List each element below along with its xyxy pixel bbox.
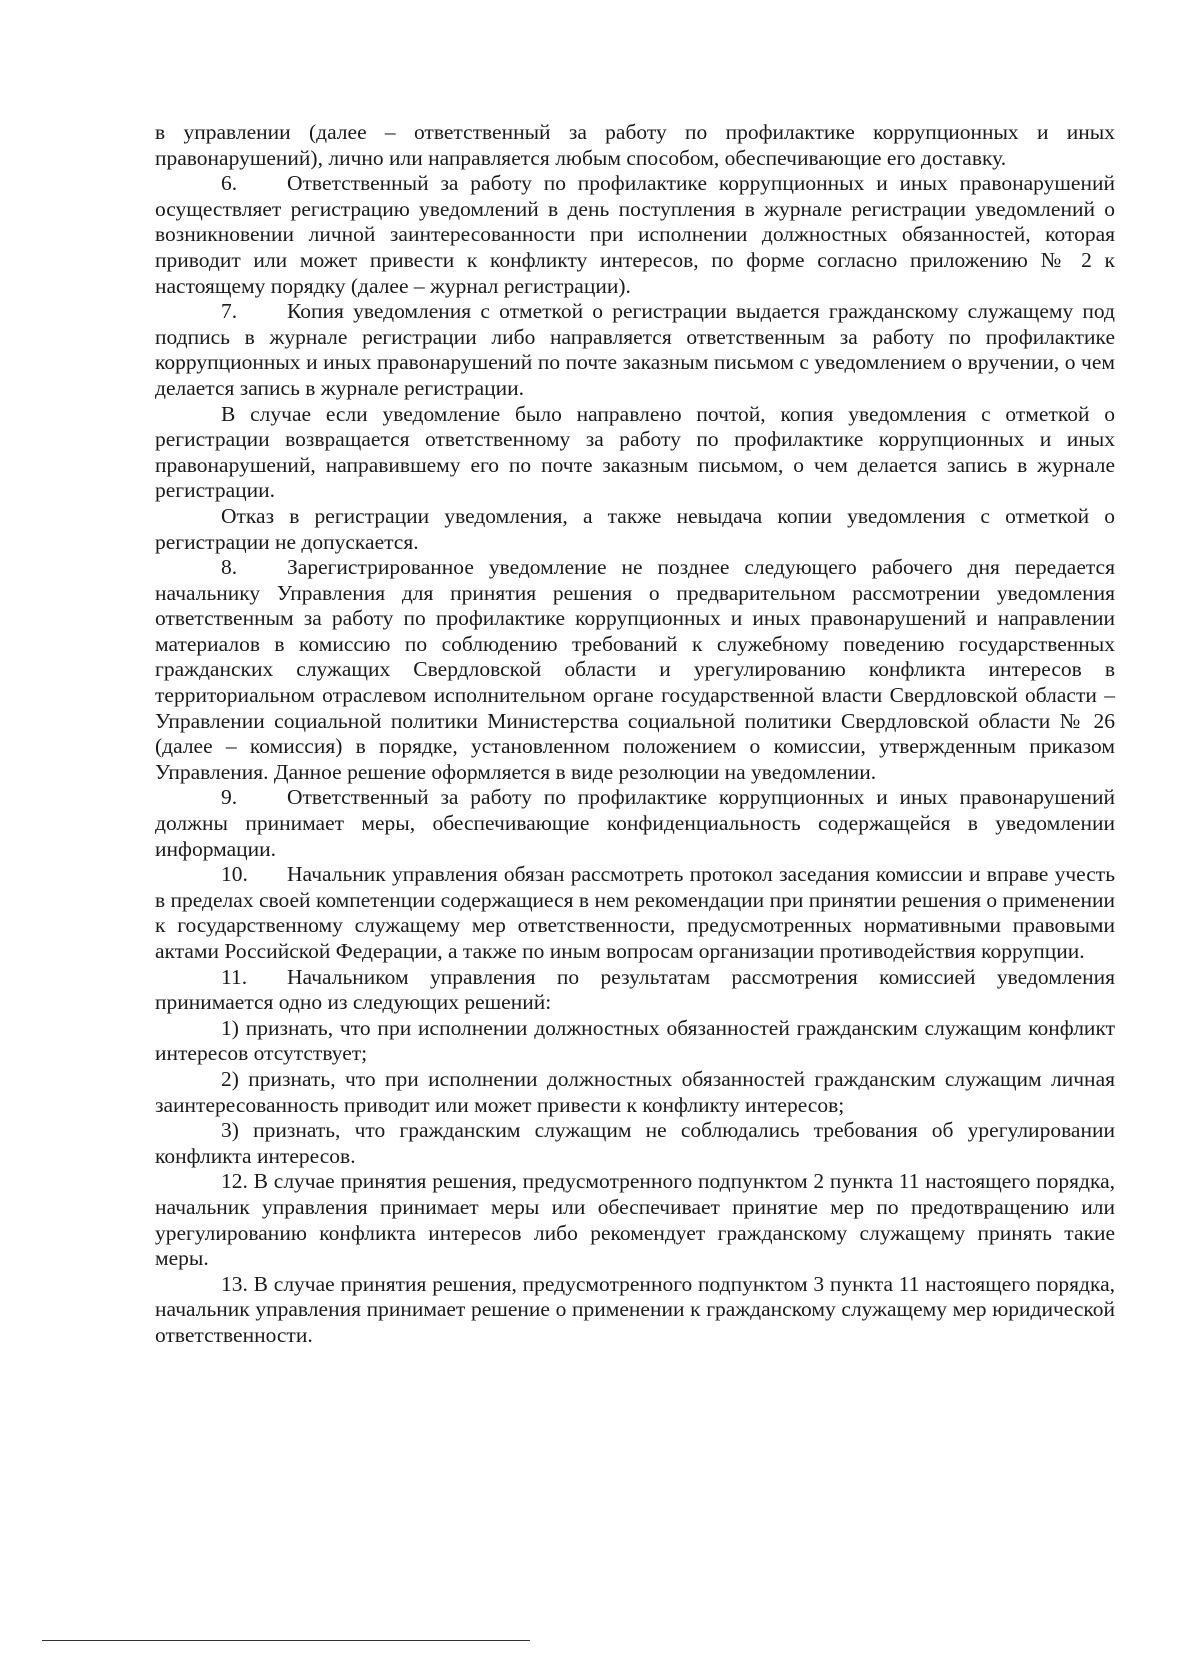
paragraph-7-refusal	[155, 504, 1115, 555]
paragraph-number: 10.	[221, 862, 248, 887]
paragraph-text: 1) признать, что при исполнении должностных обязанностей гражданским служащим конфликт интересов отсутствует;	[155, 1015, 1115, 1066]
paragraph-11-option-2	[155, 1067, 1115, 1118]
document-page	[155, 120, 1115, 1349]
footnote-separator-line	[42, 1640, 530, 1641]
paragraph-number: 7.	[221, 299, 238, 324]
paragraph-9	[155, 785, 1115, 862]
paragraph-10	[155, 862, 1115, 964]
paragraph-number: 8.	[221, 555, 238, 580]
paragraph-7	[155, 299, 1115, 401]
paragraph-11-option-1	[155, 1016, 1115, 1067]
paragraph-7-mail	[155, 402, 1115, 504]
paragraph-number: 11.	[221, 964, 248, 989]
paragraph-11	[155, 965, 1115, 1016]
paragraph-text: в управлении (далее – ответственный за работу по профилактике коррупционных и иных правонарушений), лично или направляется любым способом, обеспечивающие его доставку.	[155, 120, 1115, 170]
paragraph-11-option-3	[155, 1118, 1115, 1169]
paragraph-13	[155, 1272, 1115, 1349]
paragraph-8	[155, 555, 1115, 785]
paragraph-text: В случае если уведомление было направлено почтой, копия уведомления с отметкой о регистрации возвращается ответственному за работу по профилактике коррупционных и иных правонарушений, направившему его по почте заказным письмом, о чем делается запись в журнале регистрации.	[155, 401, 1115, 503]
paragraph-text: Ответственный за работу по профилактике коррупционных и иных правонарушений должны принимает меры, обеспечивающие конфиденциальность содержащейся в уведомлении информации.	[155, 785, 1115, 861]
paragraph-text: Ответственный за работу по профилактике коррупционных и иных правонарушений осуществляет регистрацию уведомлений в день поступления в журнале регистрации уведомлений о возникновении личной заинтересованности при исполнении должностных обязанностей, которая приводит или может привести к конфликту интересов, по форме согласно приложению № 2 к настоящему порядку (далее – журнал регистрации).	[155, 171, 1115, 298]
paragraph-number: 9.	[221, 785, 238, 810]
paragraph-text: 12. В случае принятия решения, предусмотренного подпунктом 2 пункта 11 настоящего порядка, начальник управления принимает меры или обеспечивает принятие мер по предотвращению или урегулированию конфликта интересов либо рекомендует гражданскому служащему принять такие меры.	[155, 1169, 1115, 1271]
paragraph-text: Зарегистрированное уведомление не позднее следующего рабочего дня передается начальнику Управления для принятия решения о предварительном рассмотрении уведомления ответственным за работу по профилактике коррупционных и иных правонарушений и направлении материалов в комиссию по соблюдению требований к служебному поведению государственных гражданских служащих Свердловской области и урегулированию конфликта интересов в территориальном отраслевом исполнительном органе государственной власти Свердловской области – Управлении социальной политики Министерства социальной политики Свердловской области № 26 (далее – комиссия) в порядке, установленном положением о комиссии, утвержденным приказом Управления. Данное решение оформляется в виде резолюции на уведомлении.	[155, 555, 1115, 784]
paragraph-6	[155, 171, 1115, 299]
paragraph-12	[155, 1169, 1115, 1271]
paragraph-text: 2) признать, что при исполнении должностных обязанностей гражданским служащим личная заинтересованность приводит или может привести к конфликту интересов;	[155, 1066, 1115, 1117]
paragraph-text: 13. В случае принятия решения, предусмотренного подпунктом 3 пункта 11 настоящего порядка, начальник управления принимает решение о применении к гражданскому служащему мер юридической ответственности.	[155, 1271, 1115, 1347]
paragraph-text: 3) признать, что гражданским служащим не соблюдались требования об урегулировании конфликта интересов.	[155, 1118, 1115, 1168]
paragraph-continuation	[155, 120, 1115, 171]
paragraph-text: Копия уведомления с отметкой о регистрации выдается гражданскому служащему под подпись в журнале регистрации либо направляется ответственным за работу по профилактике коррупционных и иных правонарушений по почте заказным письмом с уведомлением о вручении, о чем делается запись в журнале регистрации.	[155, 299, 1115, 400]
paragraph-text: Начальник управления обязан рассмотреть протокол заседания комиссии и вправе учесть в пределах своей компетенции содержащиеся в нем рекомендации при принятии решения о применении к государственному служащему мер ответственности, предусмотренных нормативными правовыми актами Российской Федерации, а также по иным вопросам организации противодействия коррупции.	[155, 862, 1115, 963]
paragraph-text: Отказ в регистрации уведомления, а также невыдача копии уведомления с отметкой о регистрации не допускается.	[155, 503, 1115, 554]
paragraph-text: Начальником управления по результатам рассмотрения комиссией уведомления принимается одно из следующих решений:	[155, 964, 1115, 1015]
paragraph-number: 6.	[221, 171, 238, 196]
